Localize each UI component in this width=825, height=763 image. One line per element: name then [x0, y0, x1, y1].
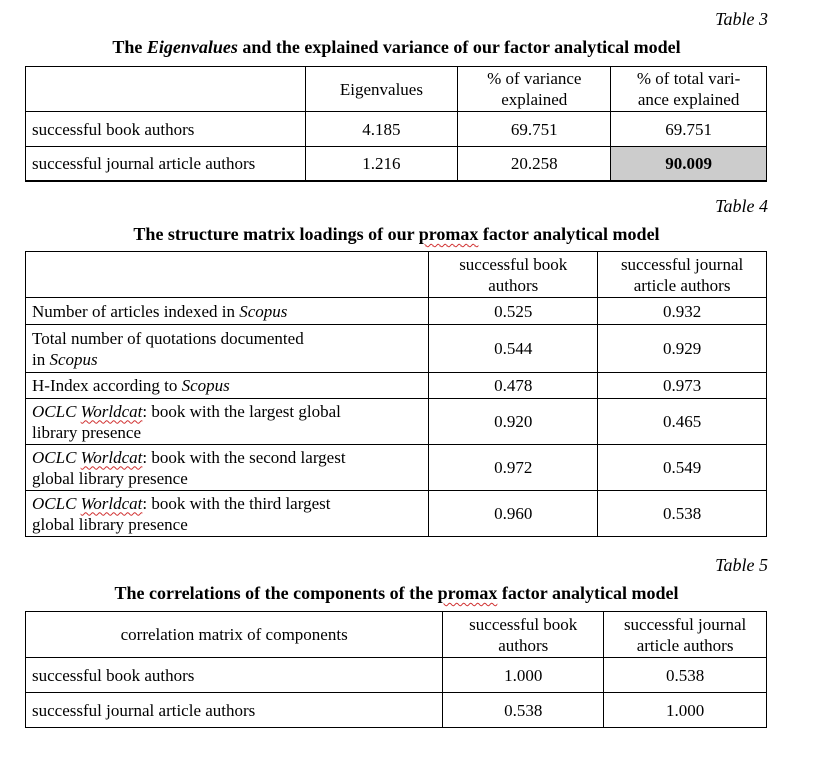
cell-variance: 69.751	[458, 112, 611, 147]
cell-book-correlation: 0.538	[443, 693, 604, 728]
cell-eigenvalue: 4.185	[305, 112, 458, 147]
table5-corner-cell: correlation matrix of components	[26, 612, 443, 658]
table-row	[26, 147, 767, 181]
cell-book-loading: 0.544	[429, 325, 598, 373]
cell-book-loading: 0.478	[429, 373, 598, 399]
table4-corner-cell	[26, 252, 429, 298]
table3-caption: The Eigenvalues and the explained variance of our factor analytical model	[112, 37, 681, 57]
cell-journal-loading: 0.538	[598, 491, 767, 537]
cell-journal-correlation: 0.538	[604, 658, 767, 693]
table4	[25, 251, 767, 537]
row-label: H-Index according to Scopus	[26, 373, 429, 399]
cell-journal-loading: 0.932	[598, 298, 767, 325]
cell-journal-loading: 0.465	[598, 399, 767, 445]
table-row	[26, 693, 767, 728]
row-label: successful journal article authors	[26, 693, 443, 728]
cell-book-loading: 0.525	[429, 298, 598, 325]
row-label: Total number of quotations documented in Scopus	[26, 325, 429, 373]
table-row	[26, 658, 767, 693]
cell-book-loading: 0.960	[429, 491, 598, 537]
table5-header-book-authors: successful book authors	[443, 612, 604, 658]
table5-header-journal-authors: successful journal article authors	[604, 612, 767, 658]
cell-variance: 20.258	[458, 147, 611, 181]
table3	[25, 66, 767, 182]
row-label: successful book authors	[26, 112, 306, 147]
table4-header-book-authors: successful book authors	[429, 252, 598, 298]
row-label: successful journal article authors	[26, 147, 306, 181]
row-label: successful book authors	[26, 658, 443, 693]
table-row	[26, 373, 767, 399]
cell-journal-loading: 0.929	[598, 325, 767, 373]
row-label: OCLC Worldcat: book with the second largest global library presence	[26, 445, 429, 491]
table4-label: Table 4	[715, 196, 768, 216]
cell-book-loading: 0.972	[429, 445, 598, 491]
cell-journal-correlation: 1.000	[604, 693, 767, 728]
cell-journal-loading: 0.973	[598, 373, 767, 399]
table3-header-variance: % of variance explained	[458, 67, 611, 112]
table3-header-total-variance: % of total vari- ance explained	[611, 67, 767, 112]
cell-total-variance: 69.751	[611, 112, 767, 147]
cell-book-correlation: 1.000	[443, 658, 604, 693]
row-label: Number of articles indexed in Scopus	[26, 298, 429, 325]
table3-header-eigenvalues: Eigenvalues	[305, 67, 458, 112]
table5-header-row	[26, 612, 767, 658]
table5-caption: The correlations of the components of the promax factor analytical model	[114, 583, 679, 603]
cell-journal-loading: 0.549	[598, 445, 767, 491]
table3-header-row	[26, 67, 767, 112]
table5-label: Table 5	[715, 555, 768, 575]
table-row	[26, 445, 767, 491]
table-row	[26, 325, 767, 373]
table4-header-row	[26, 252, 767, 298]
cell-eigenvalue: 1.216	[305, 147, 458, 181]
row-label: OCLC Worldcat: book with the largest global library presence	[26, 399, 429, 445]
table4-header-journal-authors: successful journal article authors	[598, 252, 767, 298]
table3-corner-cell	[26, 67, 306, 112]
table-row	[26, 491, 767, 537]
cell-total-variance-highlight: 90.009	[611, 147, 767, 181]
table3-label: Table 3	[715, 9, 768, 29]
table4-caption: The structure matrix loadings of our promax factor analytical model	[133, 224, 660, 244]
table5	[25, 611, 767, 728]
table-row	[26, 298, 767, 325]
table-row	[26, 399, 767, 445]
table-row	[26, 112, 767, 147]
cell-book-loading: 0.920	[429, 399, 598, 445]
row-label: OCLC Worldcat: book with the third largest global library presence	[26, 491, 429, 537]
